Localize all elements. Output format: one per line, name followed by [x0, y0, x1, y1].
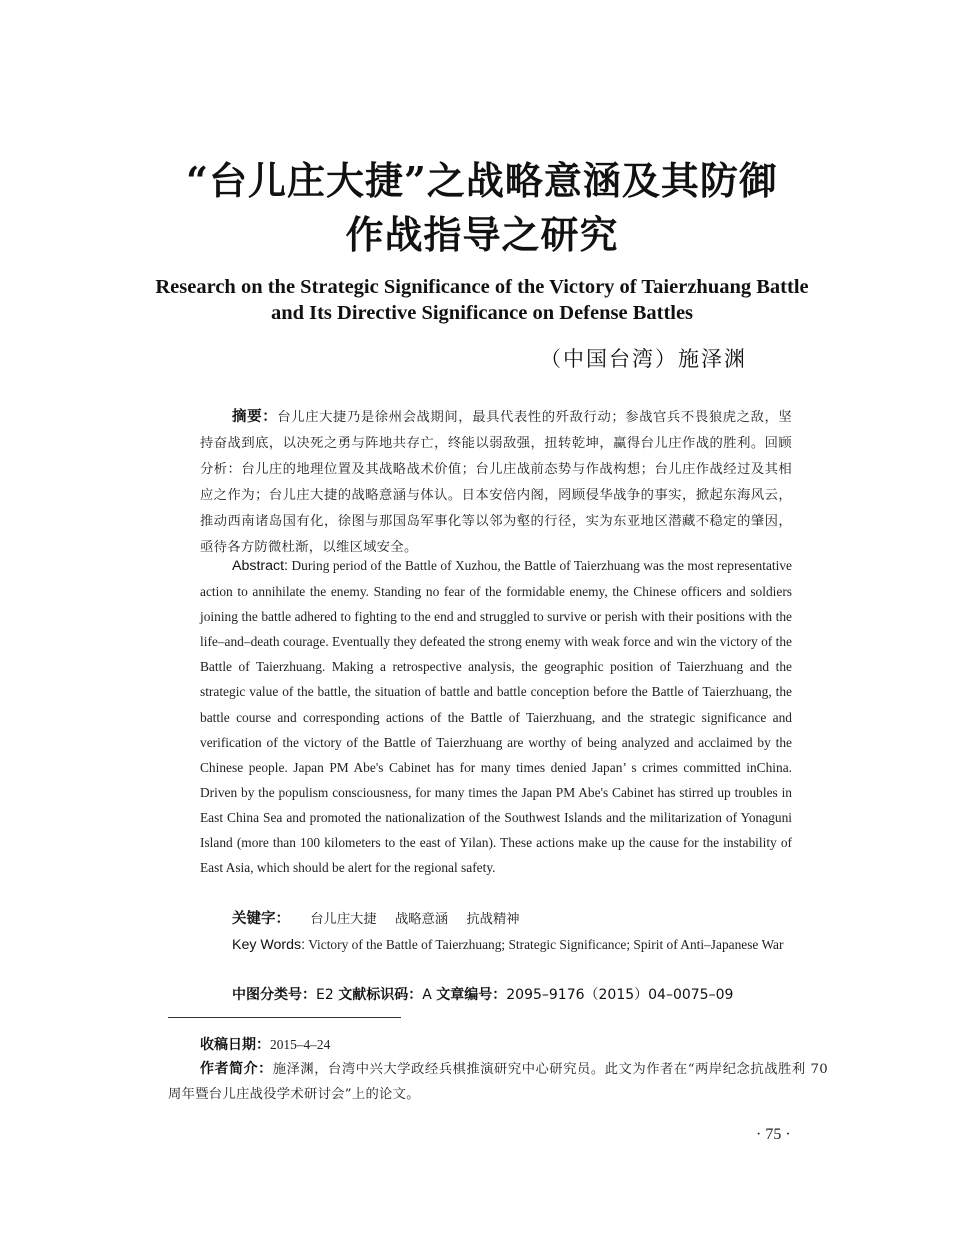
received-value: 2015–4–24	[270, 1037, 331, 1052]
title-cn-line-2: 作战指导之研究	[345, 212, 619, 257]
article-no-label: 文章编号：	[436, 987, 507, 1003]
author-bio-label: 作者简介：	[200, 1061, 273, 1077]
keywords-en-label: Key Words:	[232, 937, 306, 953]
doc-code-label: 文献标识码：	[338, 987, 423, 1003]
title-en-line-1: Research on the Strategic Significance of the Victory of Taierzhuang Battle	[155, 276, 809, 298]
author-byline: （中国台湾）施泽渊	[540, 347, 747, 371]
clc-label: 中图分类号：	[232, 987, 316, 1003]
abstract-en-label: Abstract:	[232, 558, 288, 574]
abstract-cn-label: 摘要：	[232, 409, 278, 425]
footnote-divider	[168, 1017, 401, 1018]
abstract-en-text: During period of the Battle of Xuzhou, the Battle of Taierzhuang was the most representative action to annihilate the enemy. Standing no fear of the formidable enemy, the Chinese officers and soldiers joining the battle adhered to fighting to the end and struggled to survive or perish with their positions with the life–and–death courage. Eventually they defeated the strong enemy with weak force and win the victory of the Battle of Taierzhuang. Making a retrospective analysis, the geographic position of Taierzhuang and the strategic value of the battle, the situation of battle and battle conception before the Battle of Taierzhuang, the battle course and corresponding actions of the Battle of Taierzhuang, and the strategic significance and verification of the victory of the Battle of Taierzhuang are worthy of being analyzed and acclaimed by the Chinese people. Japan PM Abe's Cabinet has for many times denied Japan’ s crimes committed inChina. Driven by the populism consciousness, for many times the Japan PM Abe's Cabinet has stirred up troubles in East China Sea and promoted the nationalization of the Southwest Islands and the militarization of Yonaguni Island (more than 100 kilometers to the east of Yilan). These actions make up the cause for the instability of East Asia, which should be alert for the regional safety.	[200, 558, 792, 876]
classification-line	[232, 984, 733, 1004]
abstract-cn-text: 台儿庄大捷乃是徐州会战期间，最具代表性的歼敌行动；参战官兵不畏狼虎之敌，坚持奋战到底，以决死之勇与阵地共存亡，终能以弱敌强，扭转乾坤，赢得台儿庄作战的胜利。回顾分析：台儿庄的地理位置及其战略战术价值；台儿庄战前态势与作战构想；台儿庄作战经过及其相应之作为；台儿庄大捷的战略意涵与体认。日本安倍内阁，罔顾侵华战争的事实，掀起东海风云，推动西南诸岛国有化，徐图与那国岛军事化等以邻为壑的行径，实为东亚地区潜藏不稳定的肇因，亟待各方防微杜渐，以维区域安全。	[200, 410, 792, 555]
author-bio	[168, 1057, 828, 1107]
page-number: · 75 ·	[756, 1126, 791, 1143]
keywords-en	[200, 932, 792, 958]
keywords-cn	[232, 907, 534, 928]
title-cn-line-1: “台儿庄大捷”之战略意涵及其防御	[186, 158, 778, 203]
article-no-value: 2095–9176（2015）04–0075–09	[506, 987, 734, 1003]
keyword-cn-term: 抗战精神	[466, 912, 520, 927]
title-en-line-2: and Its Directive Significance on Defense Battles	[270, 302, 694, 324]
doc-code-value: A	[422, 987, 432, 1003]
author-bio-text: 施泽渊，台湾中兴大学政经兵棋推演研究中心研究员。此文为作者在“两岸纪念抗战胜利 70 周年暨台儿庄战役学术研讨会”上的论文。	[168, 1062, 828, 1102]
keywords-en-text: Victory of the Battle of Taierzhuang; Strategic Significance; Spirit of Anti–Japanese War	[308, 937, 784, 952]
received-date	[200, 1034, 330, 1054]
keyword-cn-term: 台儿庄大捷	[310, 912, 377, 927]
keywords-cn-label: 关键字：	[232, 911, 290, 927]
keyword-cn-term: 战略意涵	[394, 912, 449, 927]
received-label: 收稿日期：	[200, 1037, 270, 1053]
clc-value: E2	[316, 987, 334, 1003]
abstract-en	[200, 553, 792, 880]
abstract-cn	[200, 404, 792, 561]
